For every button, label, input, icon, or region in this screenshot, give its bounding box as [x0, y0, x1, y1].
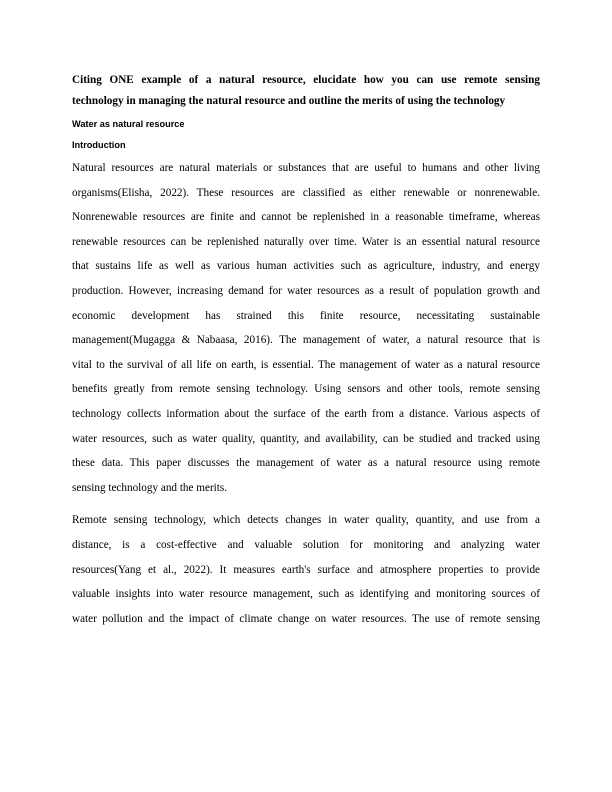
text-line: benefits greatly from remote sensing technology. Using sensors and other tools, remote sensing [72, 383, 540, 396]
text-line: valuable insights into water resource management, such as identifying and monitoring sources of [72, 588, 540, 601]
text-line: management(Mugagga & Nabaasa, 2016). The management of water, a natural resource that is [72, 334, 540, 347]
text-line: technology collects information about the surface of the earth from a distance. Various aspects of [72, 407, 540, 420]
text-line: Nonrenewable resources are finite and cannot be replenished in a reasonable timeframe, whereas [72, 211, 540, 224]
document-title [72, 70, 540, 112]
title-line: technology in managing the natural resource and outline the merits of using the technology [72, 95, 506, 107]
page-content [72, 70, 540, 631]
text-line: water resources, such as water quality, quantity, and availability, can be studied and tracked using [72, 432, 540, 445]
paragraph-1 [72, 156, 540, 500]
paragraph-2 [72, 508, 540, 631]
text-line: these data. This paper discusses the management of water as a natural resource using remote [72, 457, 540, 470]
text-line: organisms(Elisha, 2022). These resources are classified as either renewable or nonrenewable. [72, 186, 540, 199]
text-line: distance, is a cost-effective and valuable solution for monitoring and analyzing water [72, 538, 540, 551]
text-line: sensing technology and the merits. [72, 481, 228, 494]
text-line: resources(Yang et al., 2022). It measures earth's surface and atmosphere properties to provide [72, 563, 540, 576]
text-line: vital to the survival of all life on earth, is essential. The management of water as a natural resource [72, 358, 540, 371]
text-line: water pollution and the impact of climate change on water resources. The use of remote sensing [72, 612, 540, 625]
subheading-introduction: Introduction [72, 140, 126, 150]
text-line: production. However, increasing demand for water resources as a result of population growth and [72, 284, 540, 297]
text-line: Natural resources are natural materials or substances that are useful to humans and other living [72, 162, 540, 174]
text-line: renewable resources can be replenished naturally over time. Water is an essential natural resource [72, 235, 540, 248]
text-line: Remote sensing technology, which detects changes in water quality, quantity, and use from a [72, 514, 540, 527]
title-line: Citing ONE example of a natural resource, elucidate how you can use remote sensing [72, 74, 540, 86]
text-line: that sustains life as well as various human activities such as agriculture, industry, and energy [72, 260, 540, 273]
text-line: economic development has strained this finite resource, necessitating sustainable [72, 309, 540, 322]
section-heading: Water as natural resource [72, 119, 185, 129]
